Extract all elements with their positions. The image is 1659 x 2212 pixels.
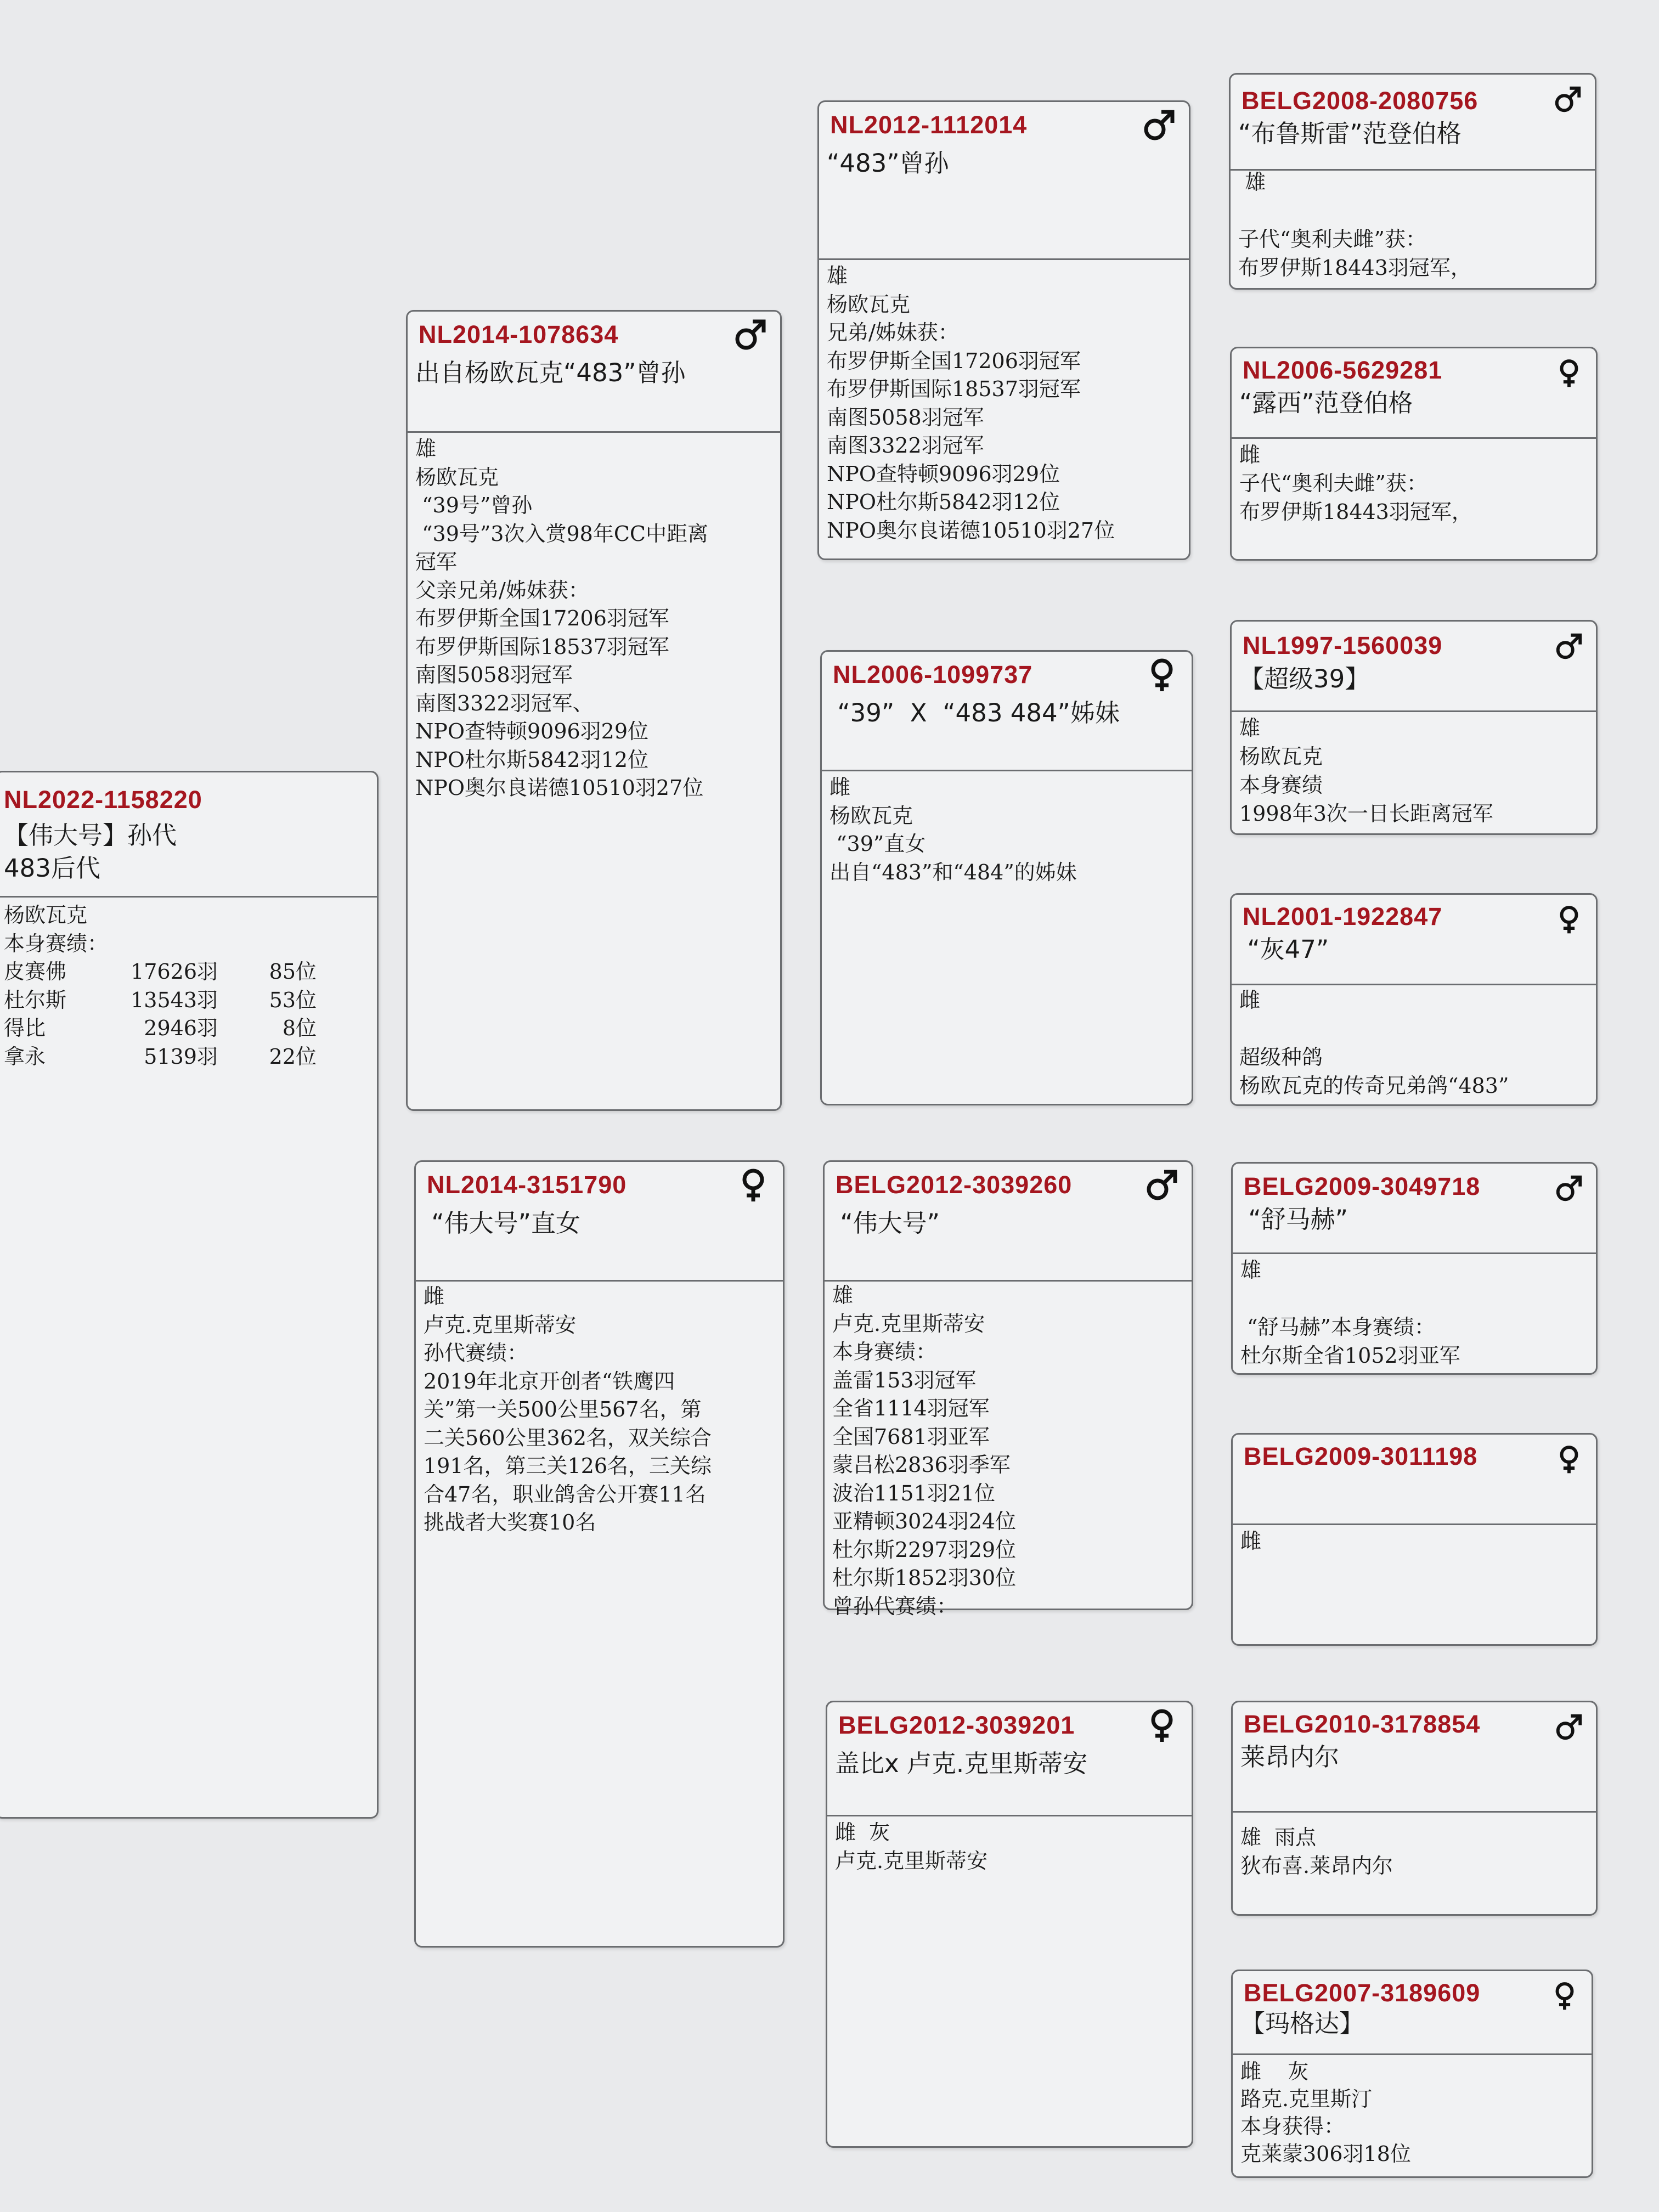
card-header (1231, 75, 1595, 171)
bird-details: 雄 雨点 狄布喜.莱昂内尔 (1240, 1825, 1393, 1878)
male-icon (733, 317, 768, 359)
card-header (1233, 1702, 1596, 1813)
bird-title: 【玛格达】 (1240, 2009, 1364, 2038)
results-row: 杜尔斯 13543羽 53位 (4, 988, 317, 1012)
bird-details: 雄 卢克.克里斯蒂安 本身赛绩： 盖雷153羽冠军 全省1114羽冠军 全国7681羽亚军 蒙吕松2836羽季军 波治1151羽21位 亚精顿3024羽24位 杜尔斯2297羽29位 杜尔斯1852羽30位 曾孙代赛绩： (832, 1283, 1017, 1618)
ring-number: BELG2010-3178854 (1244, 1710, 1481, 1738)
ring-number: BELG2012-3039201 (838, 1711, 1075, 1739)
female-icon (1144, 1708, 1180, 1750)
ring-number: NL2006-1099737 (833, 661, 1033, 689)
pedigree-card-grandsire-paternal (817, 100, 1190, 560)
bird-title: “露西”范登伯格 (1239, 388, 1413, 417)
ring-number: NL2014-1078634 (419, 320, 619, 348)
results-row: 拿永 5139羽 22位 (4, 1044, 317, 1069)
bird-details: 雄 子代“奥利夫雌”获： 布罗伊斯18443羽冠军， (1238, 170, 1471, 280)
bird-details: 雄 “舒马赫”本身赛绩： 杜尔斯全省1052羽亚军 (1240, 1258, 1460, 1368)
bird-details: 雌 (1240, 1529, 1262, 1553)
card-header (1232, 622, 1596, 712)
bird-title: “伟大号” (832, 1209, 940, 1238)
card-header (819, 102, 1189, 260)
bird-title: “灰47” (1239, 935, 1329, 964)
ring-number: NL2022-1158220 (4, 786, 202, 814)
bird-title: “伟大号”直女 (424, 1209, 580, 1238)
pedigree-card-granddam-paternal (820, 650, 1193, 1105)
card-header (1233, 1435, 1596, 1525)
bird-details: 雄 杨欧瓦克 “39号”曾孙 “39号”3次入赏98年CC中距离 冠军 父亲兄弟/姊妹获： 布罗伊斯全国17206羽冠军 布罗伊斯国际18537羽冠军 南图5058羽冠军 南图3322羽冠军、 NPO查特顿9096羽29位 NPO杜尔斯5842羽12位 NPO奥尔良诺德10510羽27位 (415, 437, 708, 800)
pedigree-card-ggd-1 (1230, 347, 1598, 561)
pedigree-card-ggd-4 (1231, 1970, 1593, 2178)
female-icon (736, 1167, 771, 1209)
pedigree-card-grandsire-maternal (823, 1160, 1193, 1618)
male-icon (1144, 1167, 1180, 1209)
pedigree-card-granddam-maternal (826, 1701, 1193, 2148)
pedigree-card-ggs-3 (1231, 1162, 1598, 1375)
male-icon (1553, 80, 1583, 121)
male-icon (1554, 1708, 1584, 1748)
male-icon (1554, 627, 1584, 668)
female-icon (1554, 900, 1584, 941)
female-icon (1550, 1977, 1579, 2017)
male-icon (1554, 1169, 1584, 1210)
bird-title: 出自杨欧瓦克“483”曾孙 (415, 358, 686, 387)
ring-number: BELG2009-3049718 (1244, 1172, 1481, 1200)
bird-title: 【伟大号】孙代 483后代 (4, 821, 177, 883)
bird-title: “舒马赫” (1240, 1205, 1348, 1234)
pedigree-card-ggs-1 (1229, 73, 1596, 290)
female-icon (1144, 657, 1180, 699)
card-header (416, 1162, 783, 1282)
ring-number: BELG2012-3039260 (836, 1171, 1073, 1199)
bird-details: 雌 子代“奥利夫雌”获： 布罗伊斯18443羽冠军， (1239, 443, 1472, 524)
ring-number: NL2001-1922847 (1243, 902, 1443, 930)
pedigree-card-ggd-3 (1231, 1433, 1598, 1646)
ring-number: NL2012-1112014 (830, 111, 1028, 139)
card-header (825, 1162, 1192, 1282)
bird-details: 雌 卢克.克里斯蒂安 孙代赛绩： 2019年北京开创者“铁鹰四 关”第一关500公里567名，第 二关560公里362名，双关综合 191名，第三关126名，三关综 合47名，职业鸽舍公开赛11名 挑战者大奖赛10名 (424, 1284, 712, 1534)
bird-title: 莱昂内尔 (1240, 1742, 1340, 1771)
ring-number: BELG2007-3189609 (1244, 1979, 1481, 2007)
results-table (4, 958, 317, 1071)
results-row: 得比 2946羽 8位 (4, 1016, 317, 1040)
bird-details: 雄 杨欧瓦克 兄弟/姊妹获： 布罗伊斯全国17206羽冠军 布罗伊斯国际18537羽冠军 南图5058羽冠军 南图3322羽冠军 NPO查特顿9096羽29位 NPO杜尔斯5842羽12位 NPO奥尔良诺德10510羽27位 (827, 264, 1115, 543)
bird-details: 雌 灰 卢克.克里斯蒂安 (835, 1820, 988, 1873)
ring-number: NL2006-5629281 (1243, 356, 1443, 384)
card-header (0, 772, 377, 898)
bird-details: 雄 杨欧瓦克 本身赛绩 1998年3次一日长距离冠军 (1239, 716, 1493, 826)
pedigree-card-ggd-2 (1230, 893, 1598, 1106)
pedigree-card-ggs-4 (1231, 1701, 1598, 1916)
bird-details: 雌 杨欧瓦克 “39”直女 出自“483”和“484”的姊妹 (830, 775, 1077, 884)
bird-details: 雌 超级种鸽 杨欧瓦克的传奇兄弟鸽“483” (1239, 988, 1509, 1098)
ring-number: NL2014-3151790 (427, 1171, 627, 1199)
ring-number: NL1997-1560039 (1243, 631, 1443, 659)
card-header (408, 312, 780, 433)
pedigree-card-ggs-2 (1230, 620, 1598, 835)
male-icon (1142, 108, 1177, 149)
card-header (822, 652, 1192, 771)
card-header (1233, 1971, 1592, 2055)
bird-title: “39” X “483 484”姊妹 (830, 698, 1120, 727)
female-icon (1554, 1440, 1584, 1481)
bird-title: 【超级39】 (1239, 664, 1370, 693)
card-header (1232, 348, 1596, 439)
card-header (1233, 1164, 1596, 1254)
bird-title: “布鲁斯雷”范登伯格 (1238, 119, 1462, 148)
female-icon (1554, 354, 1584, 394)
card-header (827, 1702, 1192, 1816)
bird-details: 杨欧瓦克 本身赛绩： (4, 903, 109, 956)
bird-title: 盖比x 卢克.克里斯蒂安 (835, 1749, 1088, 1778)
bird-title: “483”曾孙 (827, 149, 949, 178)
pedigree-card-subject (0, 771, 379, 1819)
card-header (1232, 895, 1596, 985)
pedigree-card-dam (414, 1160, 785, 1948)
ring-number: BELG2009-3011198 (1244, 1442, 1478, 1470)
results-row: 皮赛佛 17626羽 85位 (4, 960, 317, 984)
bird-details: 雌 灰 路克.克里斯汀 本身获得： 克莱蒙306羽18位 (1240, 2059, 1411, 2166)
pedigree-card-sire (406, 310, 782, 1111)
ring-number: BELG2008-2080756 (1242, 87, 1479, 115)
